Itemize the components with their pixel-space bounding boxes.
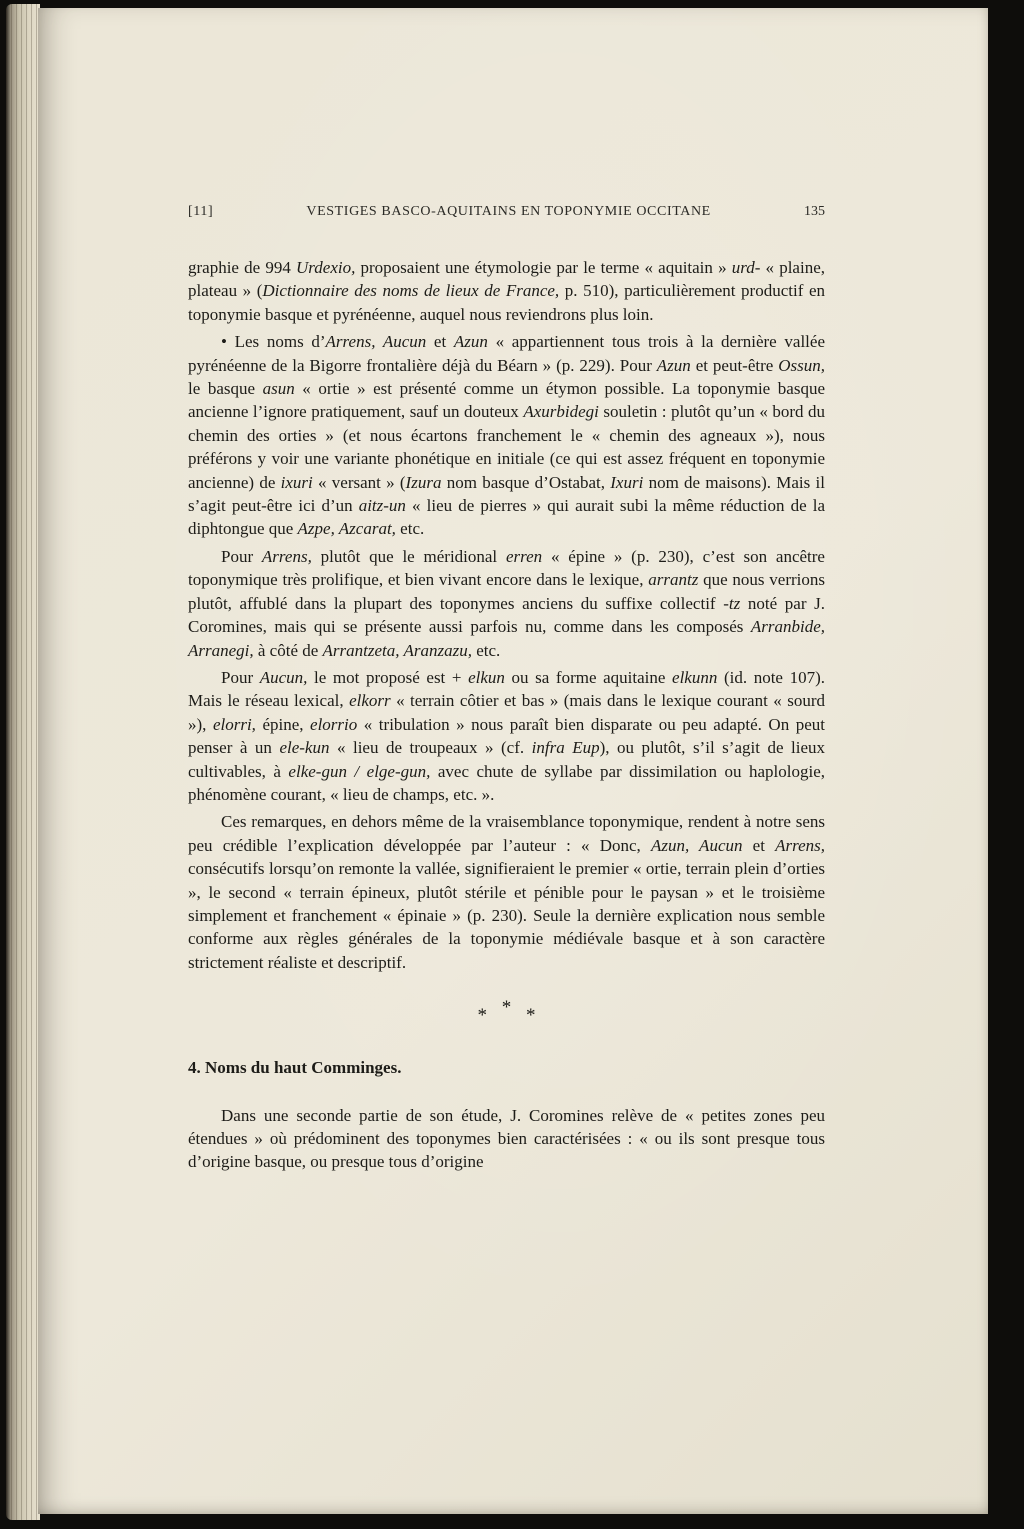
text-body-continued	[188, 1104, 825, 1174]
text-run: Dans une seconde partie de son étude, J. Coromines relève de « petites zones peu étendues » où prédominent des toponymes bien caractérisées : « ou ils sont presque tous d’origine basque, ou presque tous d’origine	[188, 1105, 825, 1172]
italic-run: aitz-un	[358, 496, 406, 516]
italic-run: ixuri	[280, 472, 313, 492]
text-run: « terrain côtier et bas » (mais dans le lexique courant « sourd »),	[188, 691, 825, 734]
text-run: ), ou plutôt, s’il s’agit de lieux cultivables, à	[188, 738, 825, 781]
text-run: etc.	[471, 640, 501, 660]
text-run: • Les noms d’	[221, 332, 326, 352]
italic-run: Urdexio,	[296, 258, 356, 277]
italic-run: Aucun,	[259, 667, 308, 687]
text-run: proposaient une étymologie par le terme « aquitain »	[355, 258, 732, 277]
text-run: « plaine, plateau » (	[188, 258, 825, 301]
text-run: graphie de 994	[188, 258, 297, 277]
text-run: le basque	[188, 379, 263, 399]
text-run: « ortie » est présenté comme un étymon possible. La toponymie basque ancienne l’ignore pratiquement, sauf un douteux	[188, 379, 825, 422]
text-run: à côté de	[253, 640, 323, 660]
text-body	[188, 256, 825, 1174]
text-run: et peut-être	[690, 355, 779, 375]
text-run: etc.	[395, 519, 425, 539]
italic-run: urd-	[731, 258, 761, 277]
text-run: que nous verrions plutôt, affublé dans la plupart des toponymes anciens du suffixe collectif	[188, 570, 825, 613]
text-run: noté par J. Coromines, mais qui se présente aussi parfois nu, comme dans les composés	[188, 593, 826, 637]
italic-run: elkunn	[672, 667, 718, 687]
text-run: nom de maisons). Mais il s’agit peut-être ici d’un	[188, 472, 825, 516]
italic-run: arrantz	[648, 570, 699, 590]
italic-run: Ixuri	[610, 472, 644, 492]
text-body-top	[188, 256, 825, 974]
italic-run: infra Eup	[531, 738, 600, 758]
italic-run: Arrens,	[261, 546, 312, 566]
text-run: « appartiennent tous trois à la dernière vallée pyrénéenne de la Bigorre frontalière déjà du Béarn » (p. 229). Pour	[188, 332, 825, 375]
italic-run: Axurbidegi	[523, 402, 599, 422]
italic-run: asun	[262, 379, 295, 399]
italic-run: Arrens, Aucun	[325, 332, 427, 352]
page-number: 135	[804, 204, 825, 219]
text-run: (id. note 107). Mais le réseau lexical,	[188, 667, 825, 711]
text-run: p. 510), particulièrement productif en toponymie basque et pyrénéenne, auquel nous reviendrons plus loin.	[188, 281, 825, 324]
italic-run: -tz	[723, 593, 741, 613]
text-run: « lieu de pierres » qui aurait subi la même réduction de la diphtongue que	[188, 496, 825, 539]
italic-run: Ossun,	[778, 355, 825, 375]
book-page	[38, 8, 988, 1514]
paragraph	[188, 666, 825, 806]
asterisk: *	[477, 1005, 487, 1027]
text-run: et	[426, 332, 454, 352]
text-run: Pour	[221, 667, 260, 687]
section-separator	[188, 997, 825, 1030]
italic-run: elorrio	[310, 714, 358, 734]
text-run: nom basque d’Ostabat,	[441, 472, 611, 492]
text-run: épine,	[255, 714, 311, 734]
italic-run: elkorr	[349, 691, 391, 711]
italic-run: erren	[505, 546, 543, 566]
text-run: consécutifs lorsqu’on remonte la vallée, signifieraient le premier « ortie, terrain plein d’orties », le second « terrain épineux, plutôt stérile et pénible pour le paysan » et le troisième simplement et franchement « épinaie » (p. 230). Seule la dernière explication nous semble conforme aux règles générales de la toponymie médiévale basque et à son caractère strictement réaliste et descriptif.	[188, 859, 825, 972]
section-heading: 4. Noms du haut Comminges.	[188, 1058, 402, 1078]
paragraph	[188, 810, 825, 974]
header-bracket-number: [11]	[188, 204, 214, 219]
paragraph	[188, 330, 825, 541]
italic-run: Arrantzeta, Aranzazu,	[322, 640, 472, 660]
text-run: plutôt que le méridional	[311, 546, 506, 566]
text-run: « lieu de troupeaux » (cf.	[329, 738, 532, 758]
text-run: « versant » (	[312, 472, 406, 492]
paragraph	[188, 1104, 825, 1174]
asterisk: *	[526, 1005, 536, 1027]
italic-run: Azun, Aucun	[650, 835, 743, 855]
book-page-edges	[6, 4, 40, 1520]
text-run: « tribulation » nous paraît bien disparate ou peu adapté. On peut penser à un	[188, 714, 825, 758]
italic-run: Arrens,	[775, 835, 826, 855]
paragraph	[188, 256, 825, 326]
italic-run: Izura	[405, 472, 442, 492]
italic-run: ele-kun	[279, 738, 330, 758]
italic-run: Azun	[656, 355, 691, 375]
text-run: « épine » (p. 230), c’est son ancêtre toponymique très prolifique, et bien vivant encore dans le lexique,	[188, 546, 825, 590]
text-run: souletin : plutôt qu’un « bord du chemin des orties » (et nous écartons franchement le « chemin des agneaux »), nous préférons y voir une variante phonétique en initiale (ce qui est assez fréquent en toponymie ancienne) de	[188, 402, 826, 492]
text-run: avec chute de syllabe par dissimilation ou haplologie, phénomène courant, « lieu de champs, etc. ».	[188, 761, 825, 804]
italic-run: Dictionnaire des noms de lieux de France,	[262, 281, 560, 301]
italic-run: elkun	[468, 667, 505, 687]
text-run: Ces remarques, en dehors même de la vraisemblance toponymique, rendent à notre sens peu crédible l’explication développée par l’auteur : « Donc,	[188, 812, 825, 855]
italic-run: Azun	[453, 332, 488, 352]
text-run: ou sa forme aquitaine	[504, 667, 673, 687]
text-run: le mot proposé est +	[307, 667, 469, 687]
italic-run: Arranbide, Arranegi,	[188, 617, 825, 660]
text-run: Pour	[221, 546, 262, 566]
running-title: VESTIGES BASCO-AQUITAINS EN TOPONYMIE OCCITANE	[306, 204, 711, 219]
italic-run: elorri,	[212, 714, 256, 734]
italic-run: Azpe, Azcarat,	[297, 519, 396, 539]
running-header	[188, 204, 825, 220]
italic-run: elke-gun / elge-gun,	[288, 761, 431, 781]
text-run: et	[742, 835, 776, 855]
paragraph	[188, 545, 825, 662]
asterisk: *	[501, 997, 512, 1019]
